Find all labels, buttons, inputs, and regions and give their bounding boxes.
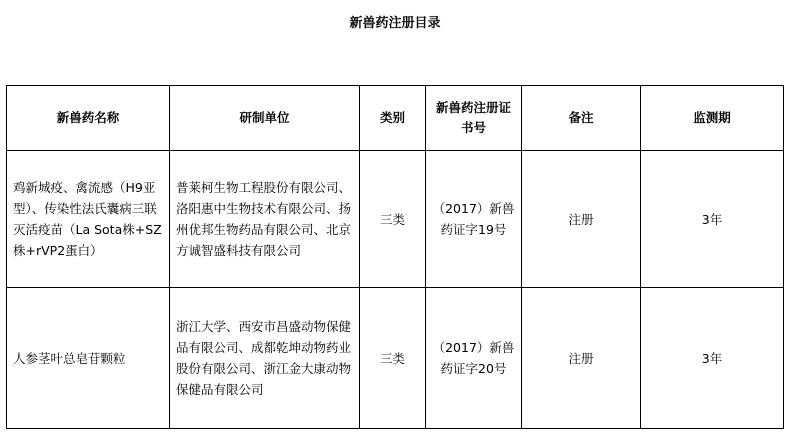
- remarks-cell: 注册: [522, 288, 641, 429]
- header-developer: 研制单位: [170, 86, 360, 151]
- monitoring-period-cell: 3年: [641, 151, 784, 288]
- certificate-number-cell: （2017）新兽药证字20号: [426, 288, 522, 429]
- remarks-cell: 注册: [522, 151, 641, 288]
- category-cell: 三类: [360, 151, 426, 288]
- monitoring-period-cell: 3年: [641, 288, 784, 429]
- header-remarks: 备注: [522, 86, 641, 151]
- header-certificate-number: 新兽药注册证书号: [426, 86, 522, 151]
- table-row: [7, 151, 784, 288]
- developer-cell: 普莱柯生物工程股份有限公司、洛阳惠中生物技术有限公司、扬州优邦生物药品有限公司、北京方诚智盛科技有限公司: [170, 151, 360, 288]
- header-category: 类别: [360, 86, 426, 151]
- certificate-number-cell: （2017）新兽药证字19号: [426, 151, 522, 288]
- category-cell: 三类: [360, 288, 426, 429]
- drug-name-cell: 鸡新城疫、禽流感（H9亚型）、传染性法氏囊病三联灭活疫苗（La Sota株+SZ株+rVP2蛋白）: [7, 151, 170, 288]
- developer-cell: 浙江大学、西安市昌盛动物保健品有限公司、成都乾坤动物药业股份有限公司、浙江金大康动物保健品有限公司: [170, 288, 360, 429]
- table-header-row: [7, 86, 784, 151]
- page-title: 新兽药注册目录: [349, 16, 441, 31]
- table-row: [7, 288, 784, 429]
- drug-name-cell: 人参茎叶总皂苷颗粒: [7, 288, 170, 429]
- header-drug-name: 新兽药名称: [7, 86, 170, 151]
- registry-table: [6, 85, 784, 429]
- header-monitoring-period: 监测期: [641, 86, 784, 151]
